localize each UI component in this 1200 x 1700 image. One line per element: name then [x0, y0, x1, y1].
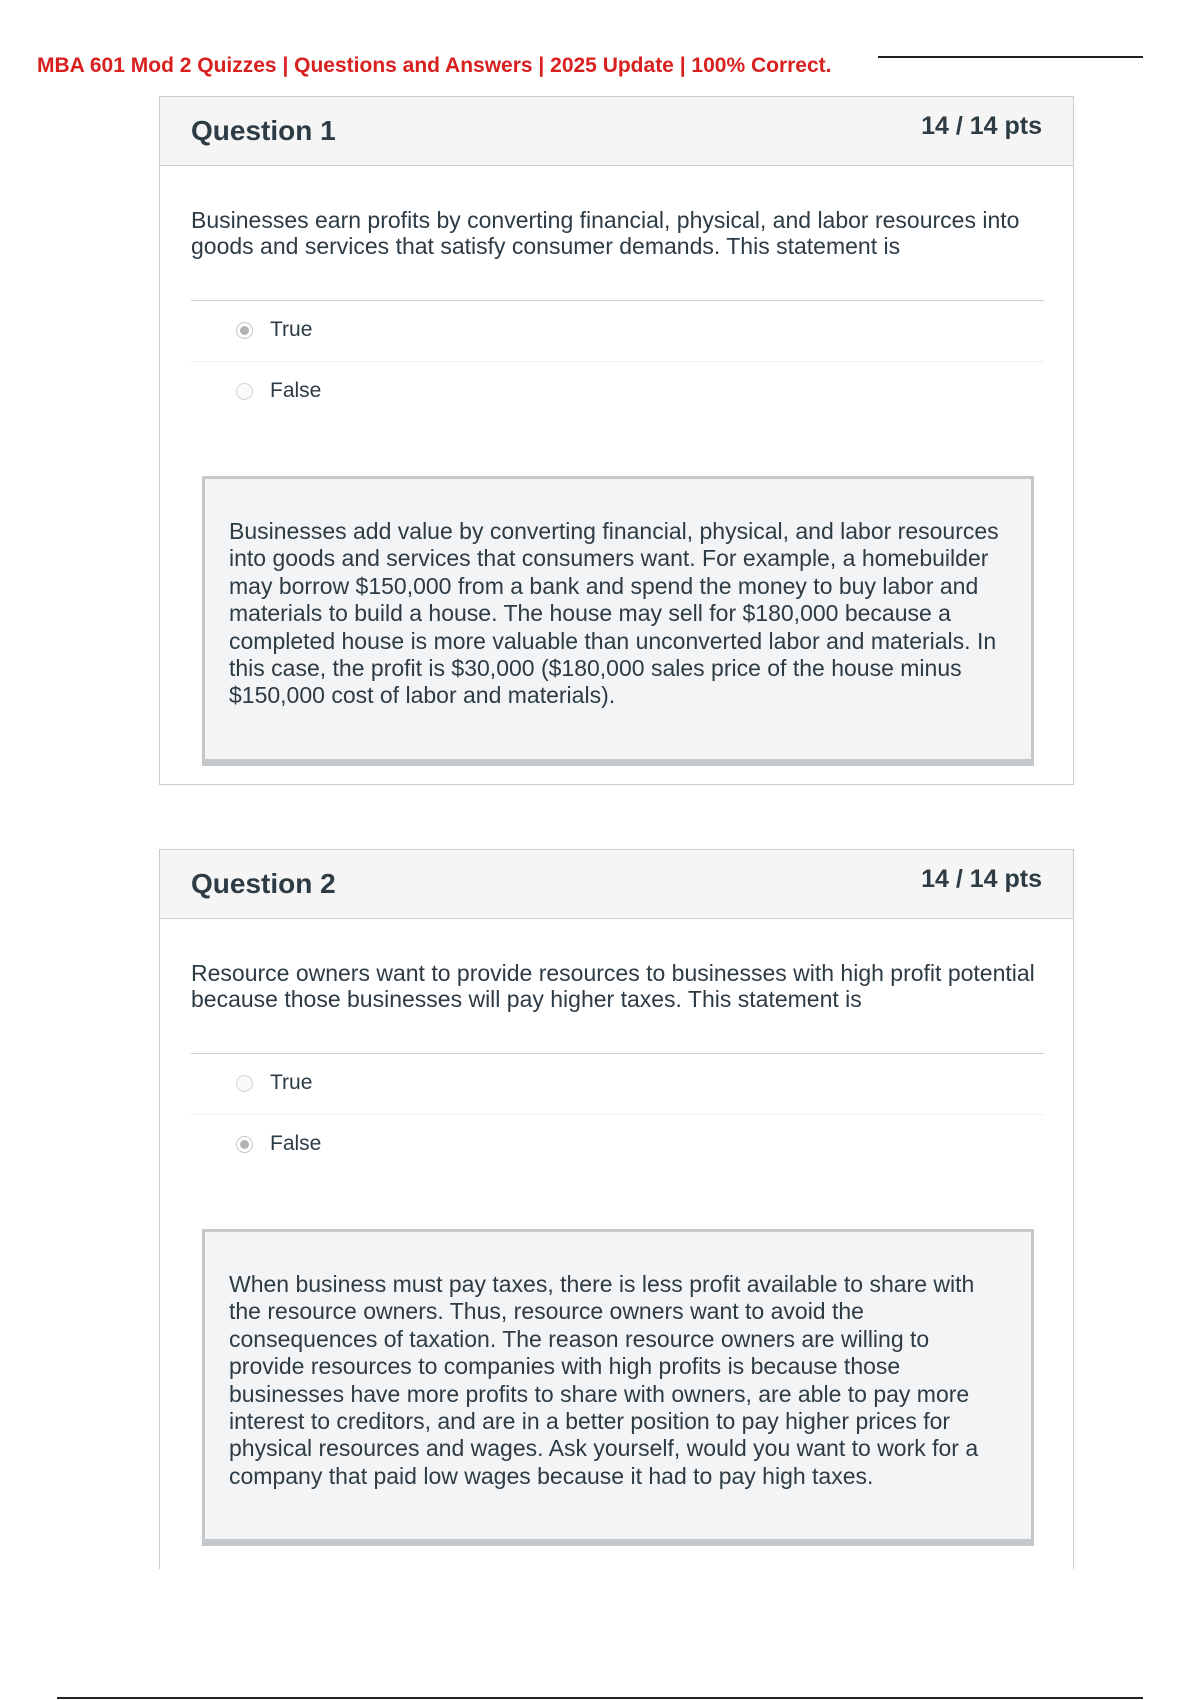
answer-option-true[interactable] — [191, 1054, 1044, 1115]
question-card-2 — [159, 849, 1074, 1569]
answer-label: False — [270, 379, 322, 402]
question-points: 14 / 14 pts — [921, 112, 1042, 140]
question-text: Resource owners want to provide resources to businesses with high profit potential because those businesses will pay higher taxes. This statement is — [191, 960, 1035, 1012]
document-header: MBA 601 Mod 2 Quizzes | Questions and Answers | 2025 Update | 100% Correct. — [37, 54, 832, 77]
radio-selected-icon[interactable] — [236, 322, 253, 339]
question-header — [160, 97, 1073, 166]
answer-option-true[interactable] — [191, 301, 1044, 362]
answer-feedback: Businesses add value by converting financial, physical, and labor resources into goods and services that consumers want. For example, a homebuilder may borrow $150,000 from a bank and spend the money to buy labor and materials to build a house. The house may sell for $180,000 because a completed house is more valuable than unconverted labor and materials. In this case, the profit is $30,000 ($180,000 sales price of the house minus $150,000 cost of labor and materials). — [202, 476, 1034, 766]
answer-option-false[interactable] — [191, 1115, 1044, 1175]
answer-feedback: When business must pay taxes, there is less profit available to share with the resource owners. Thus, resource owners want to avoid the consequences of taxation. The reason resource owners are willing to provide resources to companies with high profits is because those businesses have more profits to share with owners, are able to pay more interest to creditors, and are in a better position to pay higher prices for physical resources and wages. Ask yourself, would you want to work for a company that paid low wages because it had to pay high taxes. — [202, 1229, 1034, 1546]
radio-unselected-icon[interactable] — [236, 383, 253, 400]
answer-label: True — [270, 1071, 313, 1094]
question-title: Question 1 — [191, 115, 336, 146]
radio-selected-icon[interactable] — [236, 1136, 253, 1153]
answer-option-false[interactable] — [191, 362, 1044, 422]
question-title: Question 2 — [191, 868, 336, 899]
question-header — [160, 850, 1073, 919]
answer-label: False — [270, 1132, 322, 1155]
question-card-1 — [159, 96, 1074, 785]
answer-list — [191, 1053, 1044, 1175]
header-rule — [878, 56, 1143, 58]
answer-list — [191, 300, 1044, 422]
question-text: Businesses earn profits by converting financial, physical, and labor resources into goods and services that satisfy consumer demands. This statement is — [191, 207, 1020, 259]
footer-rule — [57, 1697, 1143, 1699]
answer-label: True — [270, 318, 313, 341]
question-points: 14 / 14 pts — [921, 865, 1042, 893]
radio-unselected-icon[interactable] — [236, 1075, 253, 1092]
